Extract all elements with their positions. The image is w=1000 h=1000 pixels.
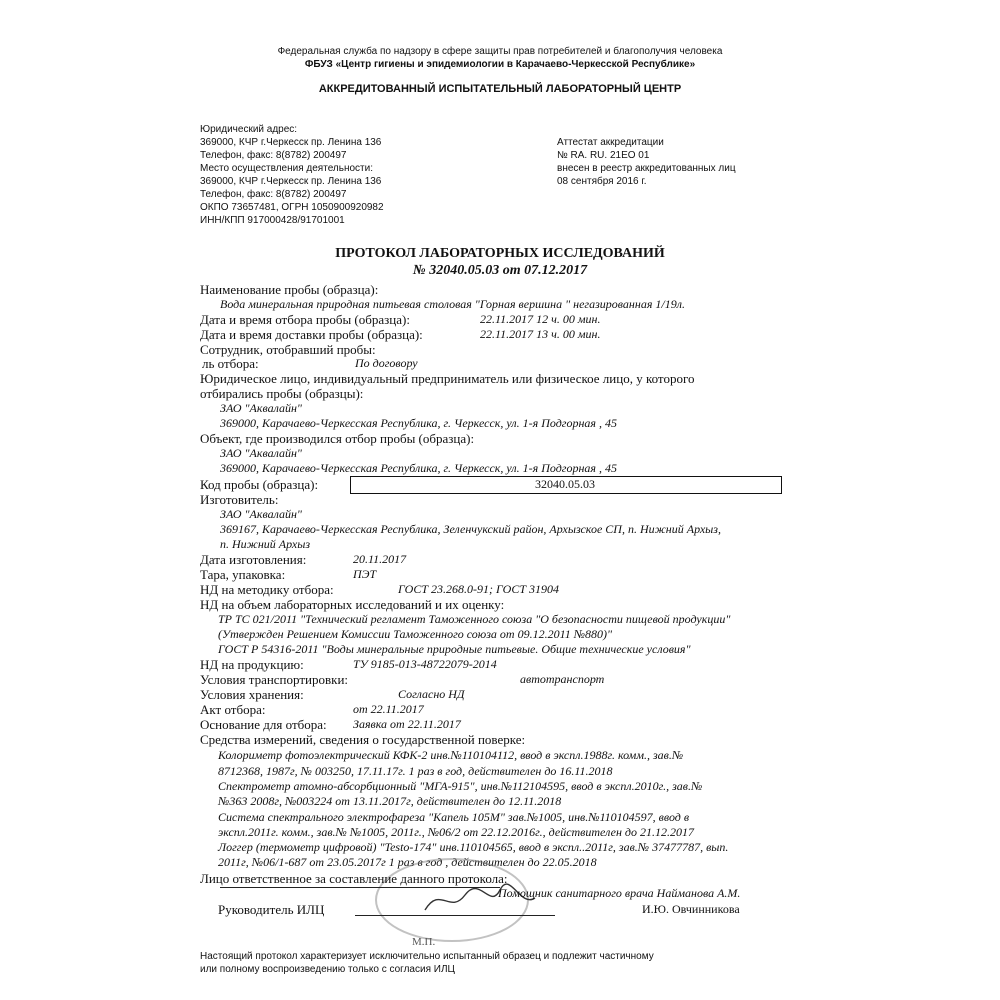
entity-address: 369000, Карачаево-Черкесская Республика, г. Черкесск, ул. 1-я Подгорная , 45 <box>220 416 617 430</box>
scope-line: ТР ТС 021/2011 "Технический регламент Таможенного союза "О безопасности пищевой продукции" <box>218 612 731 626</box>
head-signature-line <box>355 915 555 916</box>
maker-name: ЗАО "Аквалайн" <box>220 507 302 521</box>
basis-value: Заявка от 22.11.2017 <box>353 717 461 731</box>
code-label: Код пробы (образца): <box>200 477 319 492</box>
entity-label: Юридическое лицо, индивидуальный предприниматель или физическое лицо, у которого <box>200 371 695 386</box>
package-value: ПЭТ <box>353 567 377 581</box>
method-label: НД на методику отбора: <box>200 582 334 597</box>
maker-label: Изготовитель: <box>200 492 279 507</box>
product-nd-label: НД на продукцию: <box>200 657 304 672</box>
header-agency: Федеральная служба по надзору в сфере защиты прав потребителей и благополучия человека <box>277 46 723 57</box>
object-label: Объект, где производился отбор пробы (образца): <box>200 431 475 446</box>
mp-mark: М.П. <box>412 936 436 948</box>
object-address: 369000, Карачаево-Черкесская Республика, г. Черкесск, ул. 1-я Подгорная , 45 <box>220 461 617 475</box>
entity-label-cont: отбирались пробы (образцы): <box>200 386 364 401</box>
transport-label: Условия транспортировки: <box>200 672 349 687</box>
contact-line: Юридический адрес: <box>200 124 298 135</box>
instrument-line: №363 2008г, №003224 от 13.11.2017г, действителен до 12.11.2018 <box>218 794 562 808</box>
instrument-line: Колориметр фотоэлектрический КФК-2 инв.№110104112, ввод в экспл.1988г. комм., зав.№ <box>218 748 684 762</box>
instrument-line: Логгер (термометр цифровой) "Testo-174" инв.110104565, ввод в экспл..2011г, зав.№ 37477787, вып. <box>218 840 729 854</box>
sample-name-label: Наименование пробы (образца): <box>200 282 379 297</box>
object-name: ЗАО "Аквалайн" <box>220 446 302 460</box>
instrument-line: экспл.2011г. комм., зав.№ №1005, 2011г., №06/2 от 22.12.2016г., действителен до 21.12.2017 <box>218 825 694 839</box>
sample-name-value: Вода минеральная природная питьевая столовая "Горная вершина " негазированная 1/19л. <box>220 297 685 311</box>
purpose-label: ль отбора: <box>202 356 259 371</box>
instrument-line: 2011г, №06/1-687 от 23.05.2017г 1 раз в год , действителен до 22.05.2018 <box>218 855 597 869</box>
storage-label: Условия хранения: <box>200 687 304 702</box>
delivery-date-value: 22.11.2017 13 ч. 00 мин. <box>480 327 601 341</box>
scope-line: (Утвержден Решением Комиссии Таможенного союза от 09.12.2011 №880)" <box>218 627 613 641</box>
instrument-line: Система спектрального электрофареза "Капель 105М" зав.№1005, инв.№110104597, ввод в <box>218 810 690 824</box>
accreditation-line: внесен в реестр аккредитованных лиц <box>557 163 736 174</box>
header-title: АККРЕДИТОВАННЫЙ ИСПЫТАТЕЛЬНЫЙ ЛАБОРАТОРНЫЙ ЦЕНТР <box>318 83 682 95</box>
footer-note: Настоящий протокол характеризует исключительно испытанный образец и подлежит частичному <box>200 951 654 962</box>
contact-line: ИНН/КПП 917000428/91701001 <box>200 215 345 226</box>
contact-line: 369000, КЧР г.Черкесск пр. Ленина 136 <box>200 137 382 148</box>
act-value: от 22.11.2017 <box>353 702 424 716</box>
instrument-line: Спектрометр атомно-абсорбционный "МГА-915", инв.№112104595, ввод в экспл.2010г., зав.№ <box>218 779 703 793</box>
footer-note-cont: или полному воспроизведению только с согласия ИЛЦ <box>200 964 455 975</box>
instrument-line: 8712368, 1987г, № 003250, 17.11.17г. 1 раз в год, действителен до 16.11.2018 <box>218 764 613 778</box>
contact-line: Телефон, факс: 8(8782) 200497 <box>200 189 347 200</box>
contact-line: ОКПО 73657481, ОГРН 1050900920982 <box>200 202 384 213</box>
scope-line: ГОСТ Р 54316-2011 "Воды минеральные природные питьевые. Общие технические условия" <box>218 642 691 656</box>
sampling-date-value: 22.11.2017 12 ч. 00 мин. <box>480 312 601 326</box>
transport-value: автотранспорт <box>520 672 605 686</box>
method-value: ГОСТ 23.268.0-91; ГОСТ 31904 <box>398 582 560 596</box>
entity-name: ЗАО "Аквалайн" <box>220 401 302 415</box>
basis-label: Основание для отбора: <box>200 717 327 732</box>
protocol-number: № 32040.05.03 от 07.12.2017 <box>412 263 588 278</box>
product-nd-value: ТУ 9185-013-48722079-2014 <box>353 657 497 671</box>
code-value: 32040.05.03 <box>535 477 595 491</box>
made-date-value: 20.11.2017 <box>353 552 407 566</box>
contact-line: 369000, КЧР г.Черкесск пр. Ленина 136 <box>200 176 382 187</box>
made-date-label: Дата изготовления: <box>200 552 307 567</box>
delivery-date-label: Дата и время доставки пробы (образца): <box>200 327 423 342</box>
accreditation-line: 08 сентября 2016 г. <box>557 176 647 187</box>
responsible-line <box>220 887 500 888</box>
head-label: Руководитель ИЛЦ <box>218 902 325 917</box>
package-label: Тара, упаковка: <box>200 567 286 582</box>
responsible-label: Лицо ответственное за составление данного протокола: <box>200 871 508 886</box>
act-label: Акт отбора: <box>200 702 266 717</box>
protocol-title: ПРОТОКОЛ ЛАБОРАТОРНЫХ ИССЛЕДОВАНИЙ <box>335 246 665 261</box>
contact-line: Телефон, факс: 8(8782) 200497 <box>200 150 347 161</box>
responsible-value: Помощник санитарного врача Найманова А.М. <box>498 886 741 900</box>
purpose-value: По договору <box>355 356 418 370</box>
head-name: И.Ю. Овчинникова <box>642 902 740 916</box>
header-center: ФБУЗ «Центр гигиены и эпидемиологии в Карачаево-Черкесской Республике» <box>304 59 696 70</box>
contact-line: Место осуществления деятельности: <box>200 163 373 174</box>
sampling-date-label: Дата и время отбора пробы (образца): <box>200 312 410 327</box>
instruments-label: Средства измерений, сведения о государственной поверке: <box>200 732 526 747</box>
storage-value: Согласно НД <box>398 687 465 701</box>
scope-label: НД на объем лабораторных исследований и их оценку: <box>200 597 505 612</box>
accreditation-line: Аттестат аккредитации <box>557 137 664 148</box>
accreditation-line: № RA. RU. 21ЕО 01 <box>557 150 650 161</box>
sampler-label: Сотрудник, отобравший пробы: <box>200 342 376 357</box>
maker-address-cont: п. Нижний Архыз <box>220 537 311 551</box>
maker-address: 369167, Карачаево-Черкесская Республика, Зеленчукский район, Архызское СП, п. Нижний Архыз, <box>220 522 721 536</box>
